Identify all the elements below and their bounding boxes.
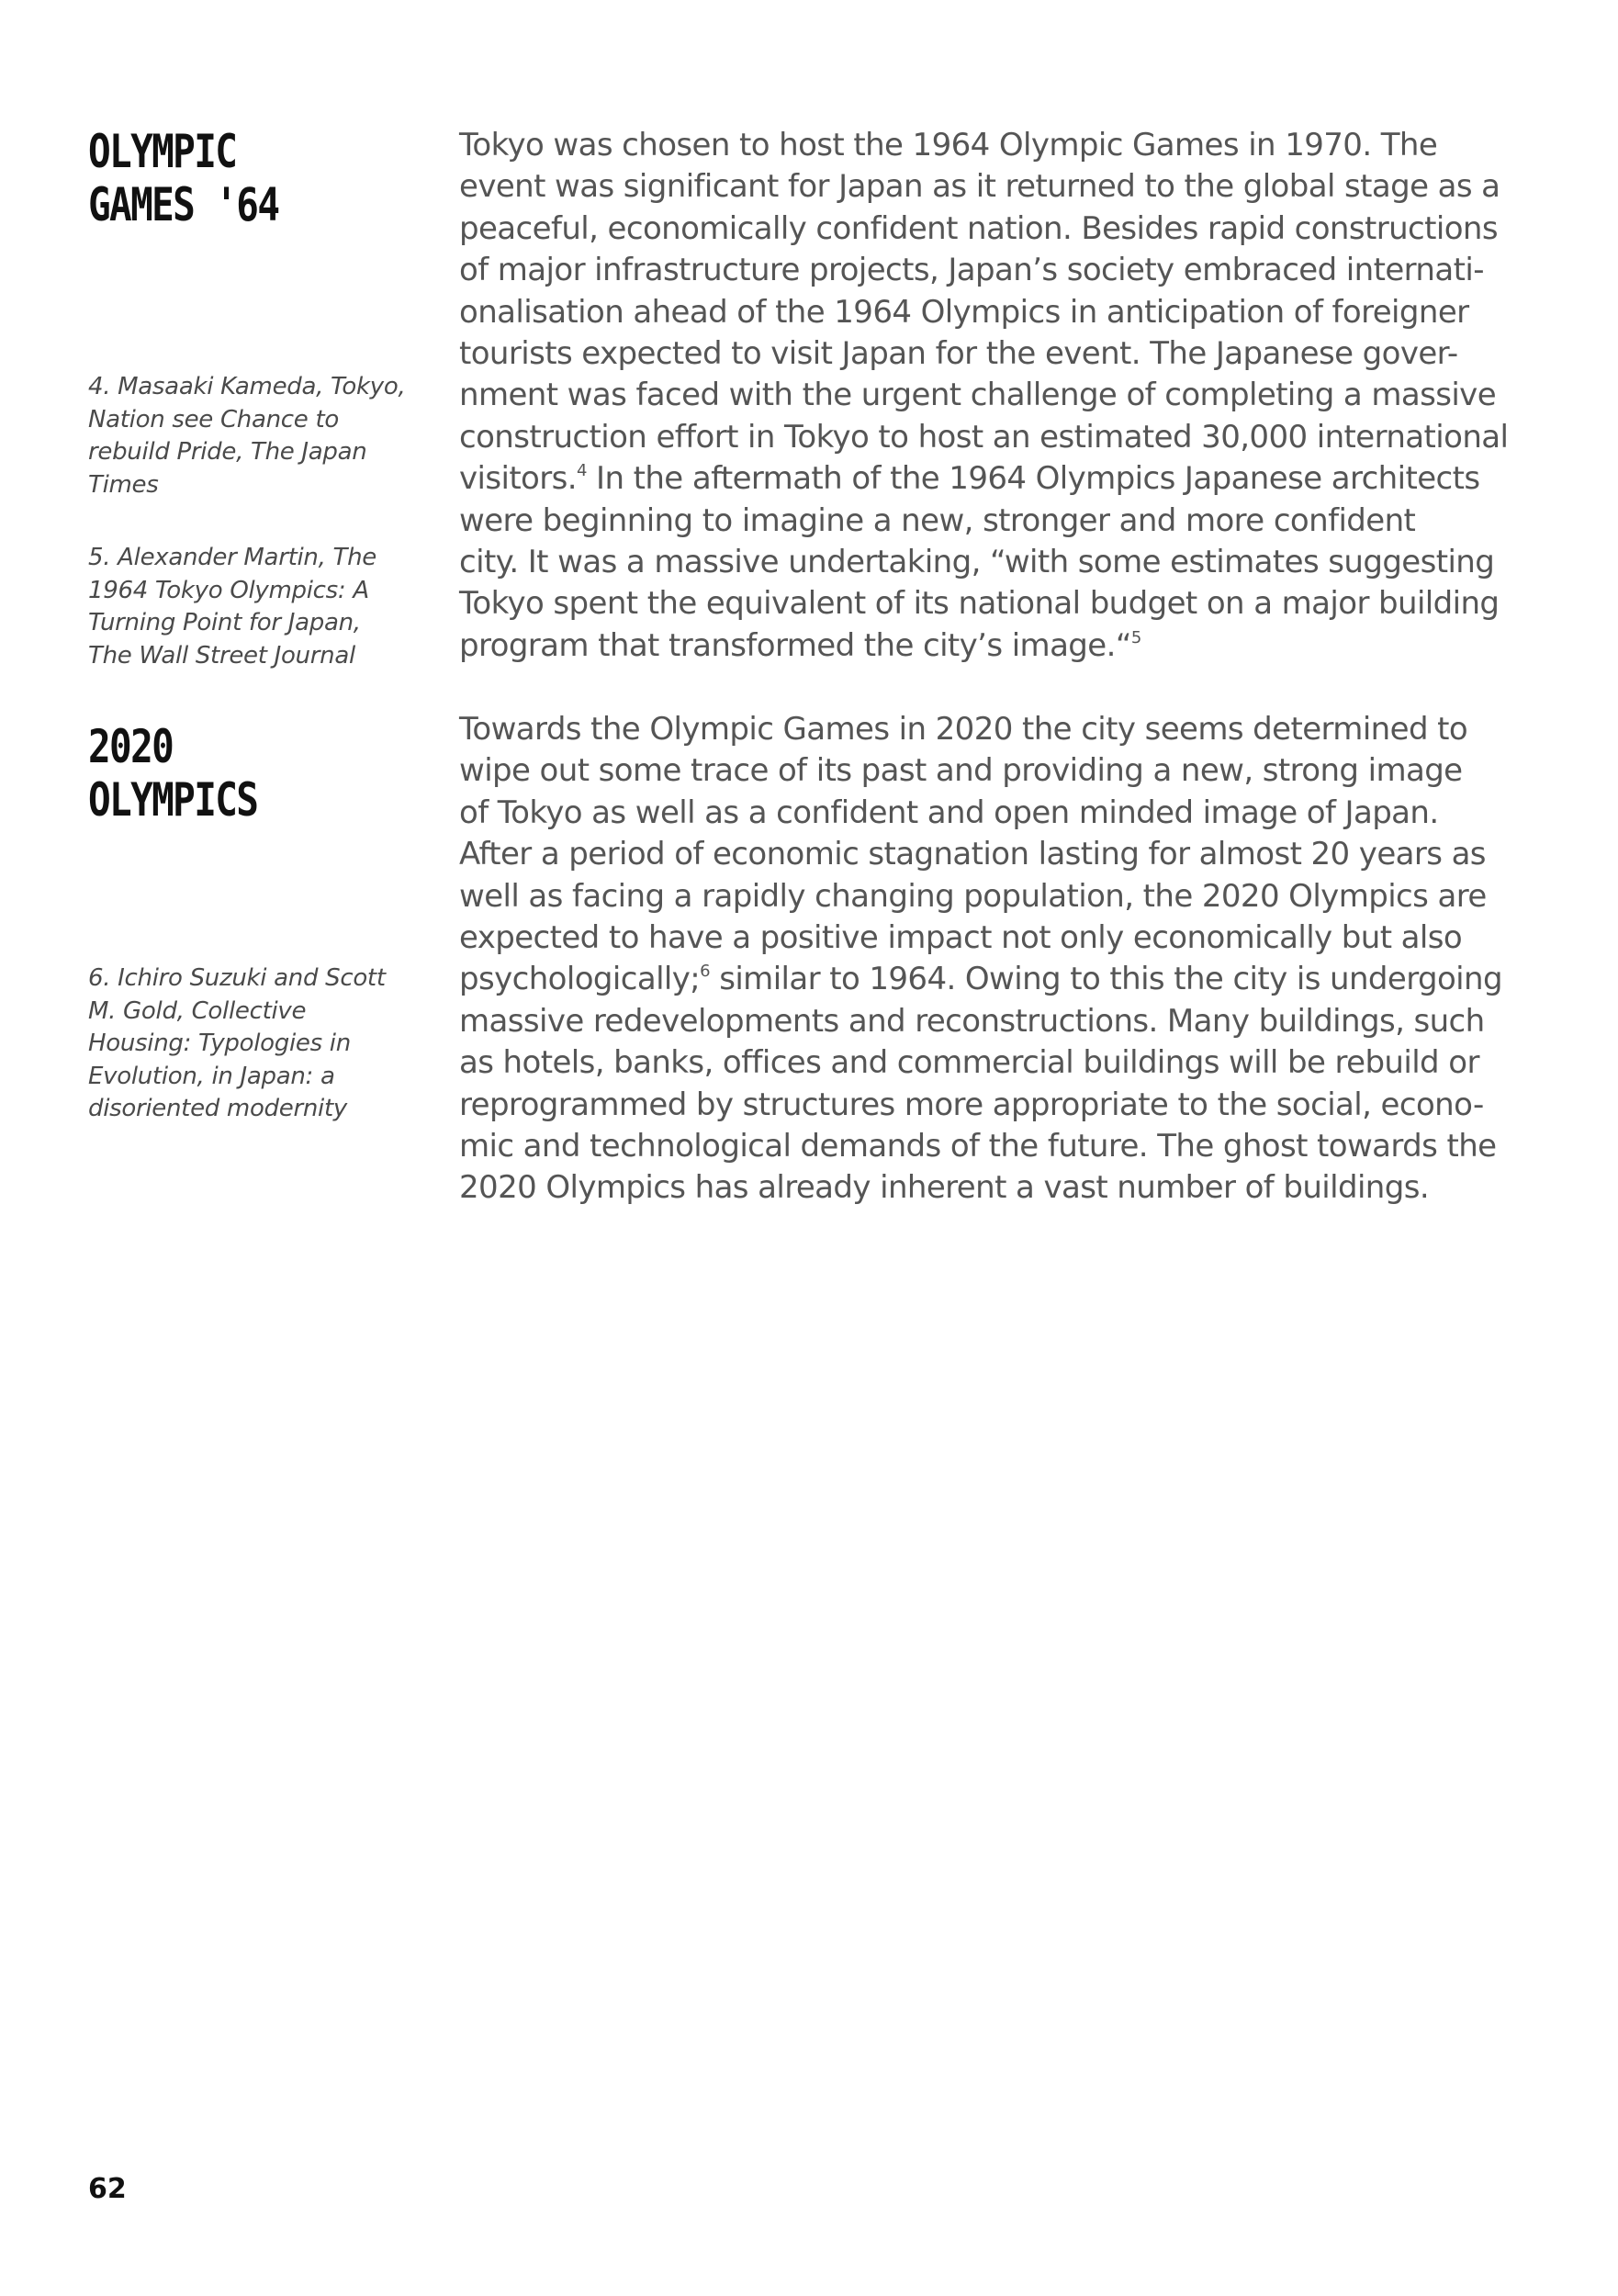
- paragraph-line: nment was faced with the urgent challenge of completing a massive: [459, 377, 1497, 414]
- paragraph-line: construction effort in Tokyo to host an estimated 30,000 international: [459, 418, 1509, 456]
- footnote-ref-5: 5: [1130, 627, 1141, 647]
- paragraph-line: Tokyo spent the equivalent of its national budget on a major building: [459, 585, 1500, 623]
- paragraph-line: event was significant for Japan as it returned to the global stage as a: [459, 168, 1500, 206]
- footnote-6: [88, 962, 437, 1126]
- paragraph-line: reprogrammed by structures more appropriate to the social, econo-: [459, 1086, 1484, 1123]
- body-paragraph-1964: [459, 125, 1561, 667]
- line-text: In the aftermath of the 1964 Olympics Japanese architects: [596, 460, 1480, 498]
- paragraph-line: wipe out some trace of its past and providing a new, strong image: [459, 752, 1463, 790]
- paragraph-line: well as facing a rapidly changing population, the 2020 Olympics are: [459, 877, 1487, 915]
- footnote-line: Turning Point for Japan,: [88, 609, 361, 636]
- paragraph-line: onalisation ahead of the 1964 Olympics in anticipation of foreigner: [459, 293, 1469, 331]
- line-text: similar to 1964. Owing to this the city is undergoing: [719, 961, 1502, 998]
- paragraph-line: [459, 458, 1561, 500]
- footnote-line: Times: [88, 470, 159, 499]
- footnote-ref-4: 4: [576, 461, 587, 481]
- footnote-line: Evolution, in Japan: a: [88, 1062, 335, 1090]
- paragraph-line: of Tokyo as well as a confident and open minded image of Japan.: [459, 793, 1439, 831]
- paragraph-line: expected to have a positive impact not only economically but also: [459, 919, 1463, 957]
- paragraph-line: After a period of economic stagnation lasting for almost 20 years as: [459, 836, 1486, 873]
- heading-line: GAMES '64: [88, 178, 279, 231]
- paragraph-line: peaceful, economically confident nation. Besides rapid constructions: [459, 209, 1498, 247]
- footnote-ref-6: 6: [700, 962, 710, 982]
- footnote-line: 5. Alexander Martin, The: [88, 544, 376, 571]
- paragraph-line: of major infrastructure projects, Japan’s society embraced internati-: [459, 252, 1484, 289]
- paragraph-line: [459, 959, 1561, 1000]
- section-heading-2020-olympics: [88, 720, 257, 827]
- footnote-line: Housing: Typologies in: [88, 1030, 351, 1057]
- paragraph-line: 2020 Olympics has already inherent a vast number of buildings.: [459, 1169, 1430, 1207]
- line-text: program that transformed the city’s image.“: [459, 626, 1131, 664]
- section-heading-olympic-games-64: [88, 125, 278, 231]
- paragraph-line: Tokyo was chosen to host the 1964 Olympic Games in 1970. The: [459, 127, 1438, 163]
- paragraph-line: were beginning to imagine a new, stronger and more confident: [459, 501, 1416, 539]
- paragraph-line: as hotels, banks, offices and commercial buildings will be rebuild or: [459, 1044, 1479, 1082]
- footnote-line: disoriented modernity: [88, 1095, 347, 1122]
- body-paragraph-2020: [459, 709, 1561, 1210]
- line-text: visitors.: [459, 460, 577, 498]
- paragraph-line: mic and technological demands of the future. The ghost towards the: [459, 1128, 1497, 1165]
- footnote-line: 6. Ichiro Suzuki and Scott: [88, 964, 386, 992]
- heading-line: 2020: [88, 720, 174, 773]
- paragraph-line: city. It was a massive undertaking, “with some estimates suggesting: [459, 544, 1495, 581]
- footnote-5: [88, 542, 437, 672]
- paragraph-line: massive redevelopments and reconstructions. Many buildings, such: [459, 1002, 1485, 1040]
- page-number: 62: [88, 2173, 127, 2205]
- footnote-line: 4. Masaaki Kameda, Tokyo,: [88, 373, 406, 400]
- footnote-line: rebuild Pride, The Japan: [88, 438, 367, 466]
- footnote-line: The Wall Street Journal: [88, 641, 355, 670]
- heading-line: OLYMPICS: [88, 773, 258, 827]
- footnote-line: 1964 Tokyo Olympics: A: [88, 576, 369, 604]
- heading-line: OLYMPIC: [88, 125, 237, 178]
- paragraph-line: tourists expected to visit Japan for the event. The Japanese gover-: [459, 335, 1458, 373]
- footnote-4: [88, 371, 437, 501]
- paragraph-line: [459, 625, 1561, 667]
- footnote-line: M. Gold, Collective: [88, 996, 307, 1025]
- paragraph-line: Towards the Olympic Games in 2020 the city seems determined to: [459, 711, 1468, 748]
- footnote-line: Nation see Chance to: [88, 405, 339, 433]
- line-text: psychologically;: [459, 961, 701, 998]
